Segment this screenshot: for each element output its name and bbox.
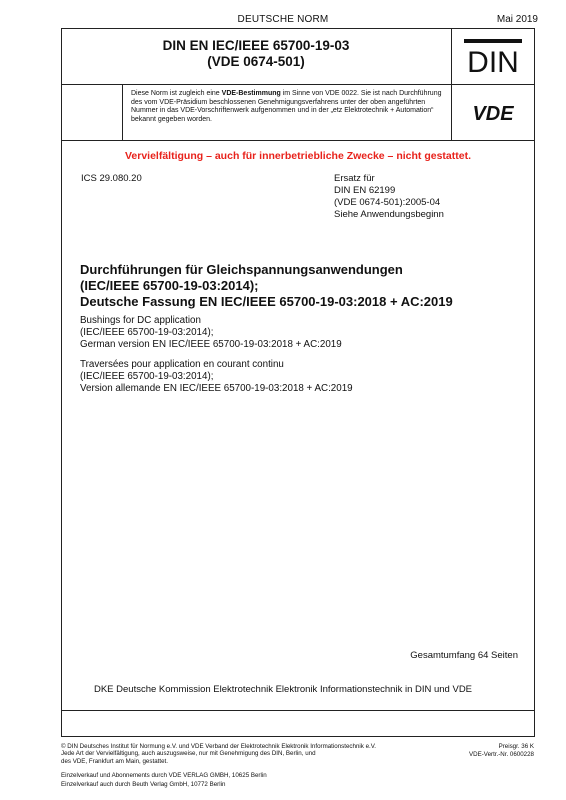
copyright-line: © DIN Deutsches Institut für Normung e.V. und VDE Verband der Elektrotechnik Elektronik Informationstechnik e.V. — [61, 743, 377, 750]
din-logo-text: DIN — [467, 46, 519, 76]
english-title-line: German version EN IEC/IEEE 65700-19-03:2018 + AC:2019 — [80, 339, 342, 350]
sales-line: Einzelverkauf und Abonnements durch VDE VERLAG GMBH, 10625 Berlin — [61, 772, 267, 779]
replaces-line: Siehe Anwendungsbeginn — [334, 209, 444, 220]
sales-info — [61, 771, 267, 789]
vde-notice-post: im Sinne von VDE 0022. Sie ist nach Durchführung des vom VDE-Präsidium beschlossenen Genehmigungsverfahrens unter der oben angeführten Nummer in das VDE-Vorschriftenwerk aufgenommen und in der „etz Elektrotechnik + Automation“ bekannt gegeben worden. — [131, 90, 442, 124]
vde-notice-pre: Diese Norm ist zugleich eine — [131, 90, 222, 97]
standard-number-line2: (VDE 0674-501) — [207, 54, 305, 69]
copyright-line: Jede Art der Vervielfältigung, auch auszugsweise, nur mit Genehmigung des DIN, Berlin, und — [61, 750, 316, 758]
divider — [451, 28, 452, 85]
price-group: Preisgr. 36 K — [498, 743, 534, 750]
french-title-line: Version allemande EN IEC/IEEE 65700-19-03:2018 + AC:2019 — [80, 383, 353, 394]
din-logo-icon — [462, 38, 524, 76]
total-pages: Gesamtumfang 64 Seiten — [410, 650, 518, 661]
copyright-notice — [61, 743, 421, 765]
german-title-line: (IEC/IEEE 65700-19-03:2014); — [80, 278, 259, 293]
divider — [122, 85, 123, 141]
dke-committee: DKE Deutsche Kommission Elektrotechnik Elektronik Informationstechnik in DIN und VDE — [93, 684, 473, 695]
german-title — [80, 262, 530, 310]
reproduction-warning: Vervielfältigung – auch für innerbetriebliche Zwecke – nicht gestattet. — [124, 150, 471, 162]
sales-line: Einzelverkauf auch durch Beuth Verlag GmbH, 10772 Berlin — [61, 781, 226, 788]
replaces-block — [334, 173, 444, 221]
price-info — [469, 743, 534, 759]
vde-logo-icon — [458, 103, 528, 123]
vde-notice-bold: VDE-Bestimmung — [221, 90, 281, 97]
copyright-line: des VDE, Frankfurt am Main, gestattet. — [61, 757, 168, 765]
standard-number — [61, 38, 451, 70]
french-title-line: (IEC/IEEE 65700-19-03:2014); — [80, 371, 214, 382]
ics-code: ICS 29.080.20 — [81, 173, 142, 184]
document-series: DEUTSCHE NORM — [237, 14, 329, 25]
replaces-line: Ersatz für — [334, 173, 375, 184]
standard-number-line1: DIN EN IEC/IEEE 65700-19-03 — [162, 38, 350, 53]
vde-notice — [131, 90, 445, 125]
replaces-line: (VDE 0674-501):2005-04 — [334, 197, 441, 208]
issue-date: Mai 2019 — [496, 14, 538, 25]
french-title-line: Traversées pour application en courant continu — [80, 359, 284, 370]
vde-logo-text: VDE — [472, 103, 514, 123]
replaces-line: DIN EN 62199 — [334, 185, 396, 196]
divider — [61, 710, 535, 711]
vde-order-number: VDE-Vertr.-Nr. 0600228 — [469, 751, 534, 758]
english-title-line: Bushings for DC application — [80, 315, 201, 326]
divider — [451, 85, 452, 141]
french-title — [80, 359, 530, 395]
english-title — [80, 315, 530, 351]
english-title-line: (IEC/IEEE 65700-19-03:2014); — [80, 327, 214, 338]
german-title-line: Durchführungen für Gleichspannungsanwendungen — [80, 262, 403, 277]
german-title-line: Deutsche Fassung EN IEC/IEEE 65700-19-03:2018 + AC:2019 — [80, 294, 453, 309]
